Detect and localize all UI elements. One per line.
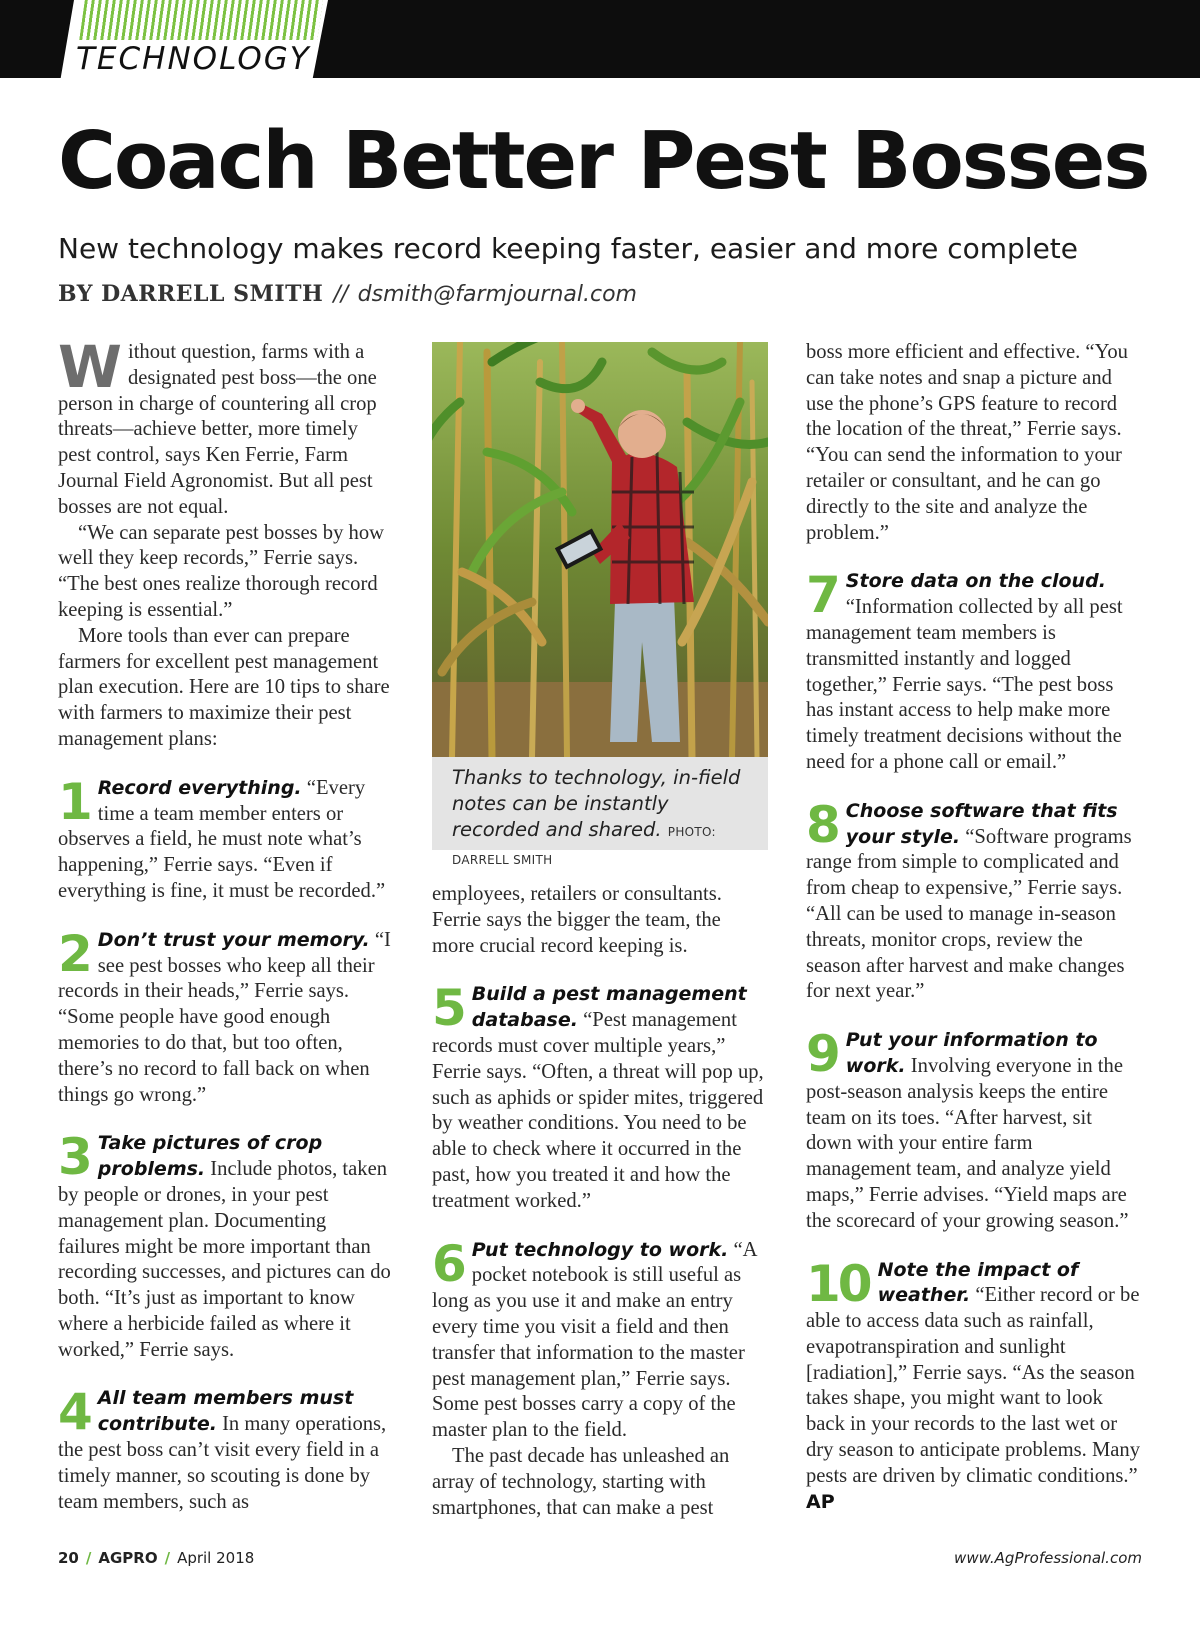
tip-number: 10 (806, 1254, 870, 1313)
tip-text: In many operations, the pest boss can’t visit every field in a timely manner, so scouting is done by team members, such as (58, 1413, 387, 1513)
tip-title: Record everything. (97, 776, 302, 799)
tip-text: “Every time a team member enters or observes a field, he must note what’s happening,” Ferrie says. “Even if everything is fine, it must be recorded.” (58, 776, 386, 902)
tip-title: Take pictures of crop problems. (97, 1132, 323, 1181)
tip-text: “Information collected by all pest management team members is transmitted instantly and logged together,” Ferrie says. “The pest boss has instant access to help make more timely treatment decisions without the need for a phone call or email.” (806, 596, 1123, 773)
byline-email: dsmith@farmjournal.com (357, 282, 637, 307)
photo-caption (432, 757, 768, 867)
tip-1 (58, 772, 393, 905)
column-2-tail: The past decade has unleashed an array of technology, starting with smartphones, that can make a pest (432, 1444, 730, 1519)
dropcap: W (58, 333, 122, 401)
tip-5 (432, 979, 767, 1214)
tip-3 (58, 1128, 393, 1363)
tip-text: “Pest management records must cover multiple years,” Ferrie says. “Often, a threat will pop up, such as aphids or spider mites, triggered by weather conditions. You need to be able to check where it occurred in the past, how you treated it and how the treatment worked.” (432, 1009, 764, 1212)
tip-text: Include photos, taken by people or drones, in your pest management plan. Documenting failures might be more important than recording successes, and pictures can do both. “It’s just as important to know where a herbicide failed as where it worked,” Ferrie says. (58, 1158, 391, 1361)
publication-name: AGPRO (98, 1549, 158, 1567)
website-link[interactable]: www.AgProfessional.com (954, 1549, 1142, 1567)
intro-paragraph-2: “We can separate pest bosses by how well they keep records,” Ferrie says. “The best ones realize thorough record keeping is essential.” (58, 521, 384, 621)
column-1 (58, 333, 393, 1515)
tip-number: 9 (806, 1025, 841, 1084)
tip-9 (806, 1025, 1141, 1234)
photo-credit: PHOTO: DARRELL SMITH (452, 825, 716, 867)
tip-text: Involving everyone in the post-season analysis keeps the entire team on its toes. “After harvest, sit down with your entire farm management team, and analyze yield maps,” Ferrie advises. “Yield maps are the scorecard of your growing season.” (806, 1054, 1129, 1232)
tip-text: “Software programs range from simple to complicated and from cheap to expensive,” Ferrie says. “All can be used to manage in-season threats, monitor crops, review the season after harvest and make changes for next year.” (806, 825, 1132, 1003)
intro-paragraph-1: Without question, farms with a designated pest boss—the one person in charge of countering all crop threats—achieve better, more timely pest control, says Ken Ferrie, Farm Journal Field Agronomist. But all pest bosses are not equal. (58, 333, 377, 518)
folio-slash: / (85, 1549, 92, 1567)
tip-number: 4 (58, 1383, 93, 1442)
folio-slash: / (164, 1549, 171, 1567)
tip-4 (58, 1383, 393, 1515)
tip-number: 5 (432, 979, 467, 1038)
section-label: TECHNOLOGY (76, 41, 311, 77)
caption-text: Thanks to technology, in-field notes can be instantly recorded and shared. (452, 766, 741, 841)
intro-paragraph-3: More tools than ever can prepare farmers for excellent pest management plan execution. Here are 10 tips to share with farmers to maximize their pest management plans: (58, 624, 390, 750)
column-2 (432, 882, 767, 1521)
page-number: 20 (58, 1549, 79, 1567)
tip-7 (806, 566, 1141, 775)
tip-text: “I see pest bosses who keep all their records in their heads,” Ferrie says. “Some people have good enough memories to do that, but too often, there’s no record to fall back on when things go wrong.” (58, 928, 391, 1106)
byline (58, 281, 637, 307)
subtitle: New technology makes record keeping faster, easier and more complete (58, 232, 1079, 265)
tip-8 (806, 795, 1141, 1005)
tip-number: 8 (806, 795, 841, 854)
tip-title: All team members must contribute. (97, 1387, 354, 1436)
tip-title: Build a pest management database. (471, 983, 747, 1032)
tip-number: 1 (58, 772, 93, 831)
issue-date: April 2018 (177, 1549, 255, 1567)
cornfield-photo (432, 342, 768, 757)
column-2-continuation: employees, retailers or consultants. Ferrie says the bigger the team, the more crucial record keeping is. (432, 883, 722, 957)
tip-number: 6 (432, 1234, 467, 1293)
column-3 (806, 340, 1141, 1515)
tip-number: 3 (58, 1128, 93, 1187)
column-3-continuation: boss more efficient and effective. “You can take notes and snap a picture and use the phone’s GPS feature to record the location of the threat,” Ferrie says. “You can send the information to your retailer or consultant, and he can go directly to the site and analyze the problem.” (806, 341, 1128, 544)
end-mark: AP (806, 1490, 835, 1513)
footer-folio (58, 1549, 254, 1567)
tip-2 (58, 924, 393, 1109)
tip-number: 2 (58, 924, 93, 983)
tip-title: Note the impact of weather. (877, 1258, 1079, 1307)
tip-text: “A pocket notebook is still useful as long as you use it and make an entry every time you visit a field and then transfer that information to the master pest management plan,” Ferrie says. Some pest bosses carry a copy of the master plan to the field. (432, 1238, 757, 1442)
tip-number: 7 (806, 566, 841, 625)
tip-6 (432, 1234, 767, 1444)
tip-title: Choose software that fits your style. (845, 799, 1118, 848)
headline: Coach Better Pest Bosses (58, 115, 1149, 207)
tip-title: Put technology to work. (471, 1238, 729, 1261)
stripe-pattern (79, 0, 323, 40)
tip-title: Store data on the cloud. (845, 570, 1106, 593)
tip-title: Don’t trust your memory. (97, 928, 370, 951)
tip-10 (806, 1254, 1141, 1516)
byline-separator: // (333, 282, 349, 307)
tip-text: “Either record or be able to access data such as rainfall, evapotranspiration and sunlight [radiation],” Ferrie says. “As the season takes shape, you might want to look back in your records to the last wet or dry season to anticipate problems. Many pests are driven by climatic conditions.” (806, 1284, 1140, 1487)
tip-title: Put your information to work. (845, 1029, 1098, 1077)
byline-author: BY DARRELL SMITH (58, 281, 324, 307)
